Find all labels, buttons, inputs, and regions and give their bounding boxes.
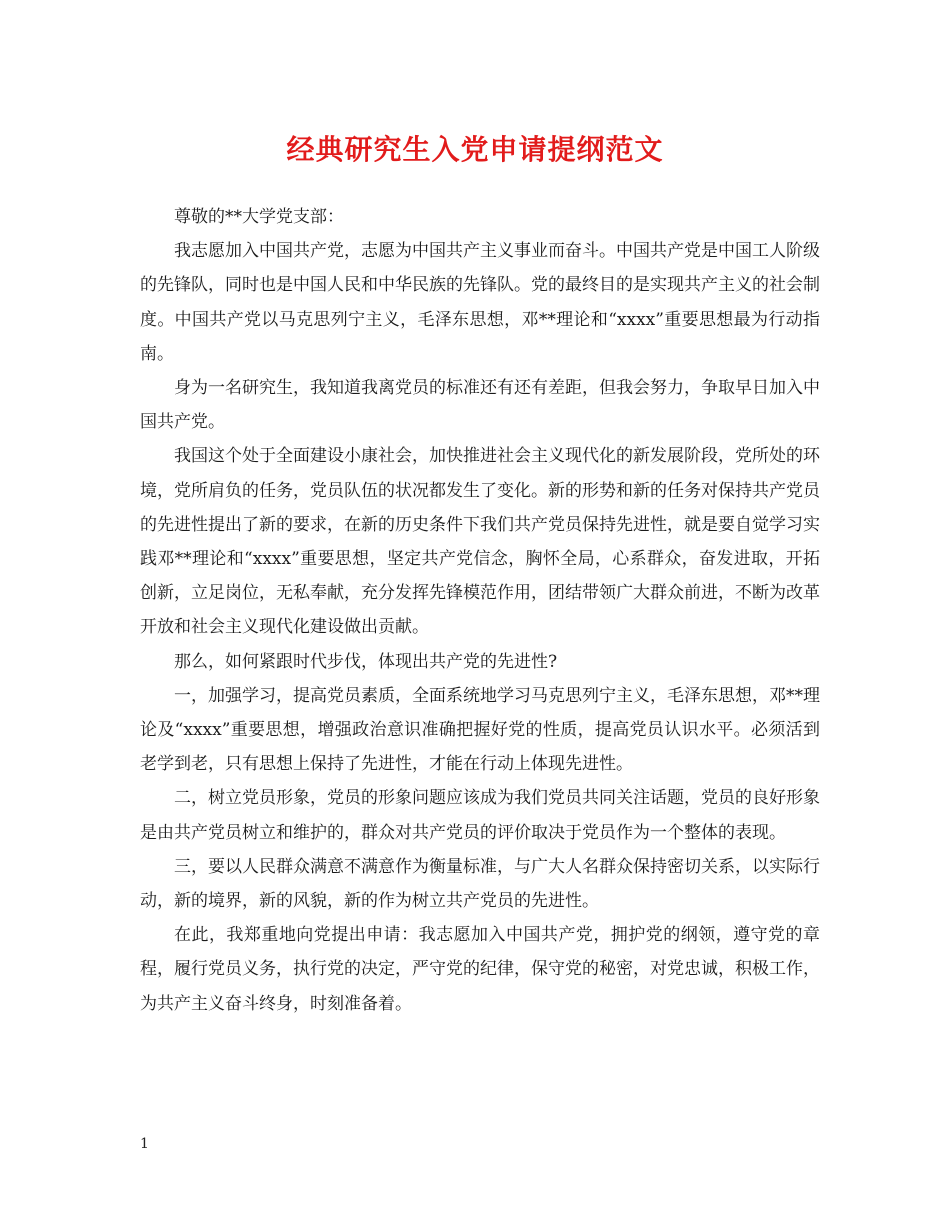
paragraph: 我志愿加入中国共产党，志愿为中国共产主义事业而奋斗。中国共产党是中国工人阶级的先锋队，同时也是中国人民和中华民族的先锋队。党的最终目的是实现共产主义的社会制度。中国共产党以马克思列宁主义，毛泽东思想，邓**理论和“xxxx”重要思想最为行动指南。 bbox=[140, 241, 820, 364]
paragraph: 一，加强学习，提高党员素质，全面系统地学习马克思列宁主义，毛泽东思想，邓**理论及“xxxx”重要思想，增强政治意识准确把握好党的性质，提高党员认识水平。必须活到老学到老，只有思想上保持了先进性，才能在行动上体现先进性。 bbox=[140, 685, 820, 775]
paragraph: 我国这个处于全面建设小康社会，加快推进社会主义现代化的新发展阶段，党所处的环境，党所肩负的任务，党员队伍的状况都发生了变化。新的形势和新的任务对保持共产党员的先进性提出了新的要求，在新的历史条件下我们共产党员保持先进性，就是要自觉学习实践邓**理论和“xxxx”重要思想，坚定共产党信念，胸怀全局，心系群众，奋发进取，开拓创新，立足岗位，无私奉献，充分发挥先锋模范作用，团结带领广大群众前进，不断为改革开放和社会主义现代化建设做出贡献。 bbox=[140, 446, 820, 638]
page-number: 1 bbox=[140, 1136, 149, 1152]
paragraph: 那么，如何紧跟时代步伐，体现出共产党的先进性? bbox=[174, 651, 558, 672]
paragraph: 二，树立党员形象，党员的形象问题应该成为我们党员共同关注话题，党员的良好形象是由共产党员树立和维护的，群众对共产党员的评价取决于党员作为一个整体的表现。 bbox=[140, 788, 820, 843]
paragraph: 在此，我郑重地向党提出申请：我志愿加入中国共产党，拥护党的纲领，遵守党的章程，履行党员义务，执行党的决定，严守党的纪律，保守党的秘密，对党忠诚，积极工作，为共产主义奋斗终身，时刻准备着。 bbox=[140, 925, 820, 1014]
paragraph: 身为一名研究生，我知道我离党员的标准还有还有差距，但我会努力，争取早日加入中国共产党。 bbox=[140, 378, 820, 433]
salutation: 尊敬的**大学党支部： bbox=[174, 207, 344, 227]
paragraph: 三，要以人民群众满意不满意作为衡量标准，与广大人名群众保持密切关系，以实际行动，新的境界，新的风貌，新的作为树立共产党员的先进性。 bbox=[140, 856, 820, 912]
document-body bbox=[140, 200, 820, 1021]
document-title: 经典研究生入党申请提纲范文 bbox=[286, 133, 664, 166]
